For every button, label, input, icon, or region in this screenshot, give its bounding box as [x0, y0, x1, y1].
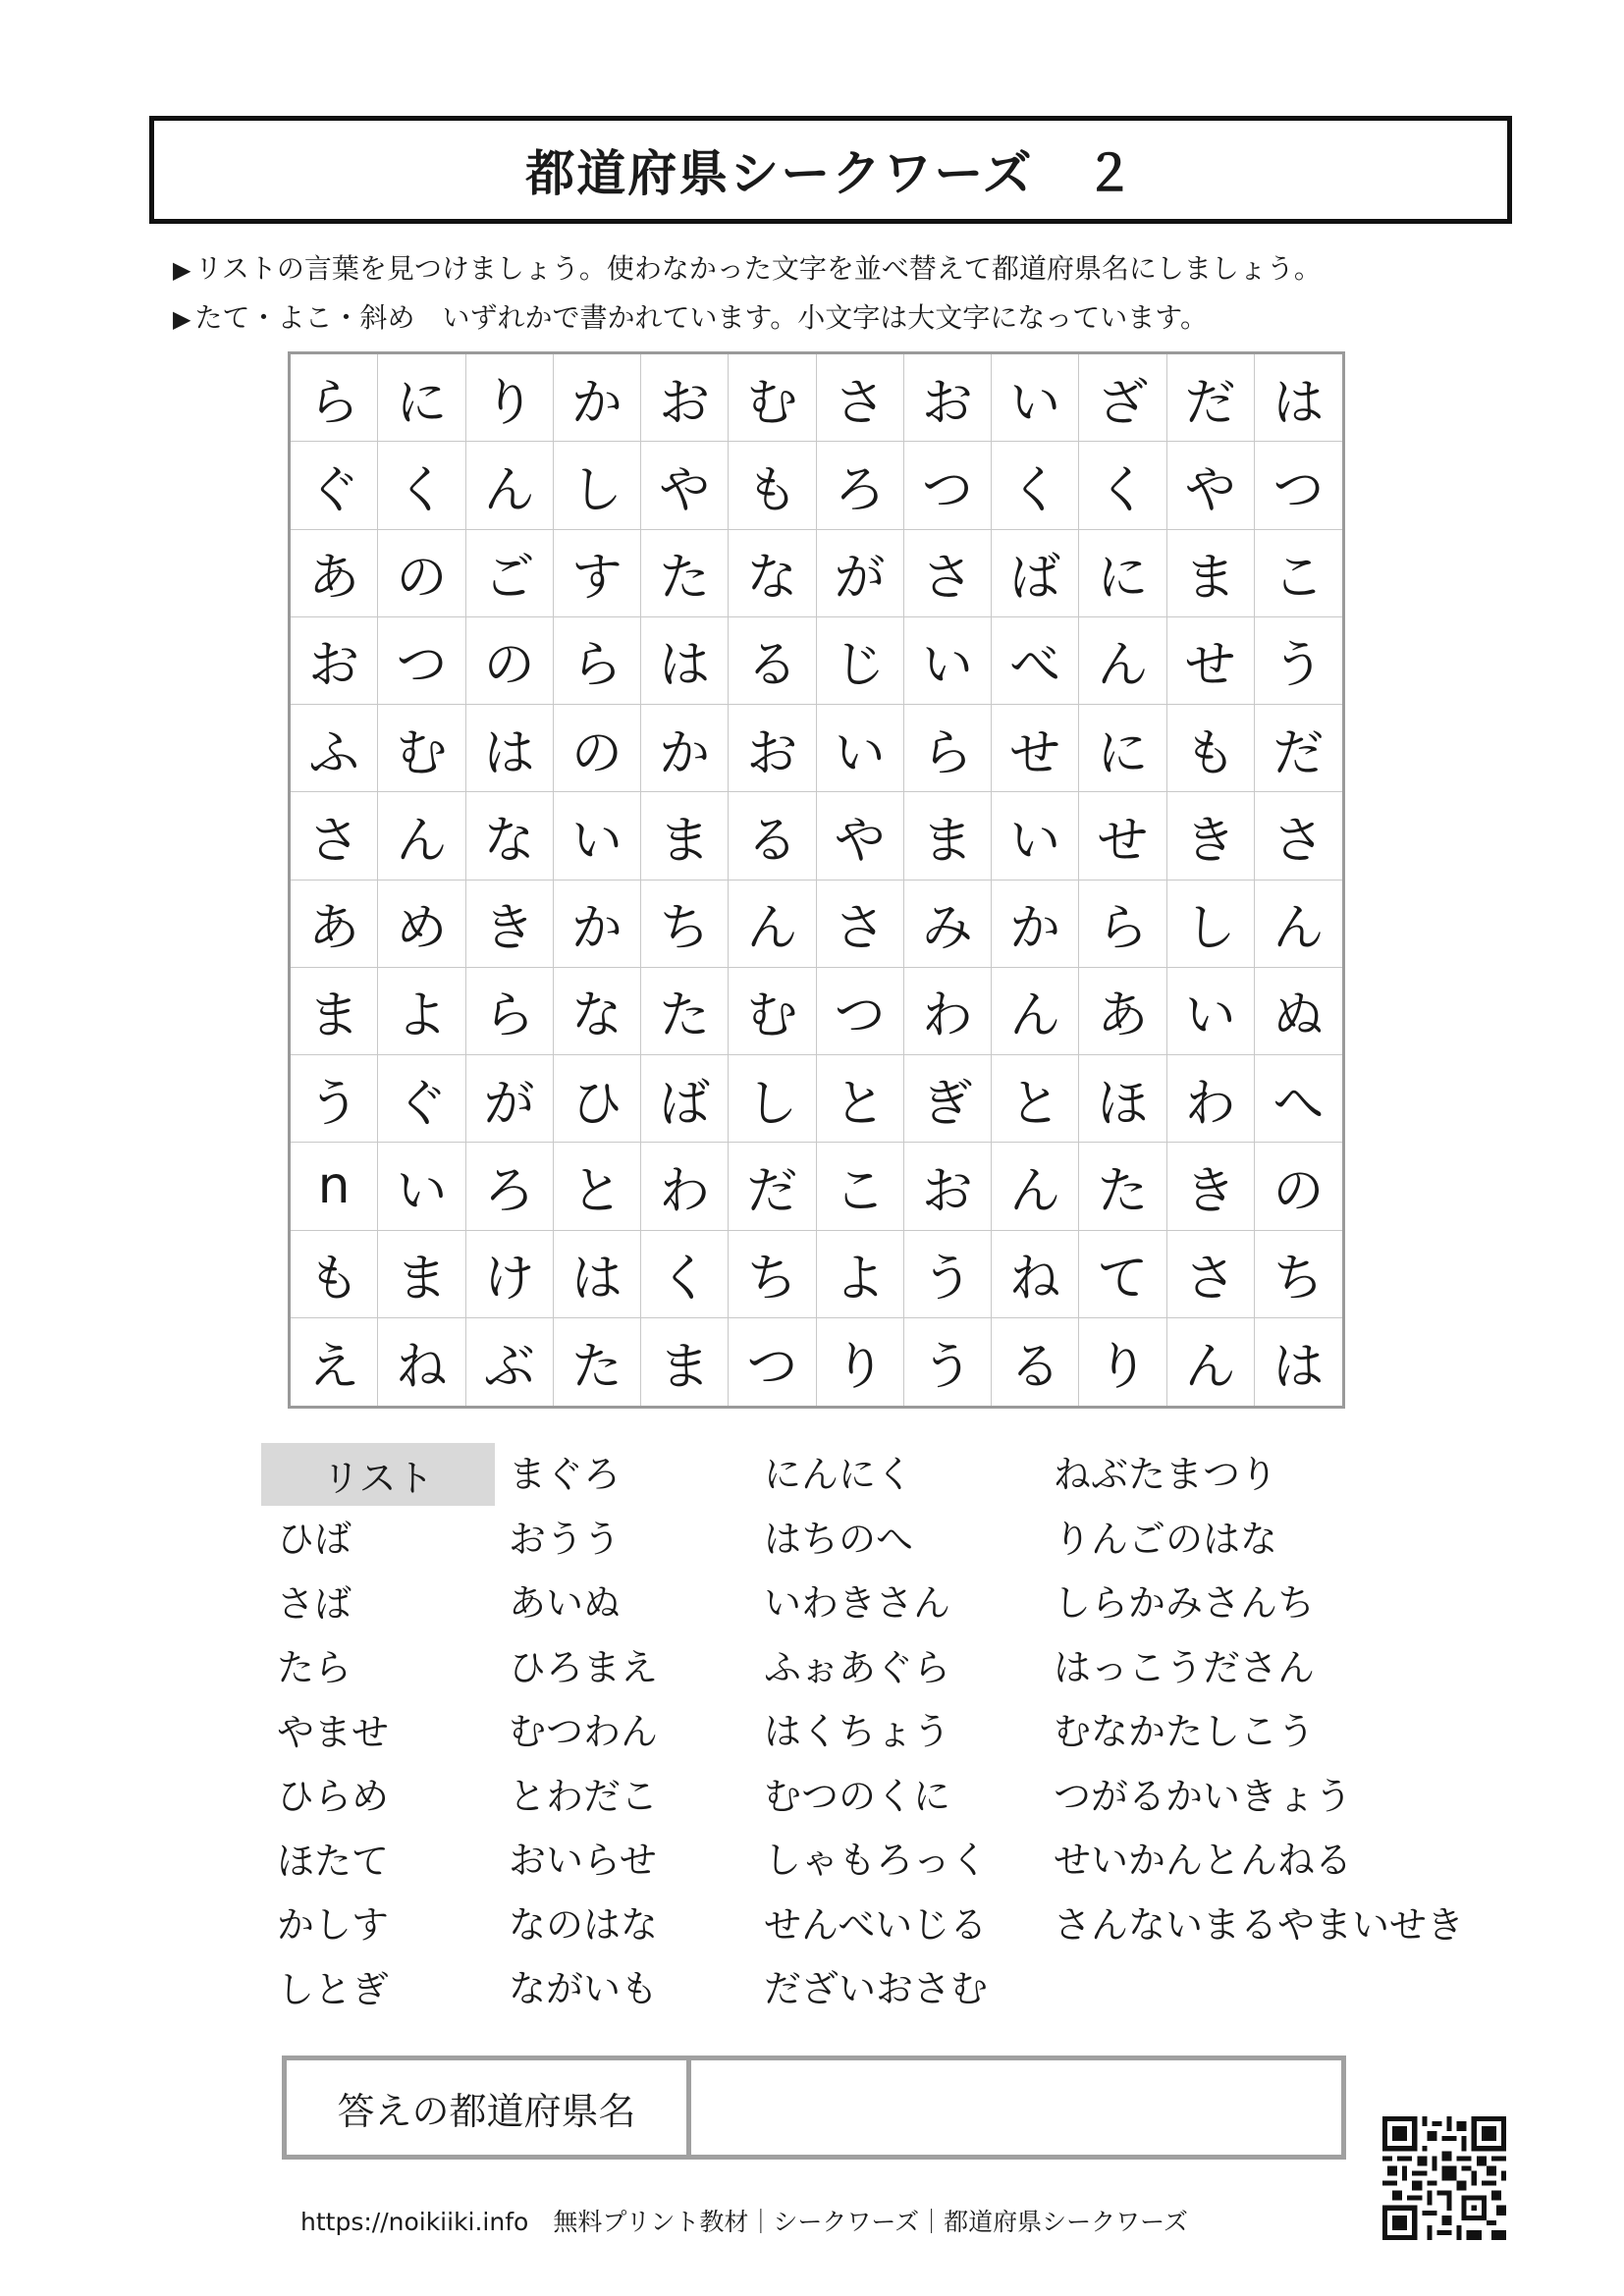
grid-cell[interactable]: と	[554, 1143, 641, 1230]
grid-cell[interactable]: む	[378, 705, 465, 792]
grid-cell[interactable]: し	[1167, 881, 1255, 968]
grid-cell[interactable]: ら	[1079, 881, 1166, 968]
grid-cell[interactable]: ぬ	[1255, 968, 1342, 1055]
grid-cell[interactable]: さ	[817, 354, 904, 442]
footer-text: https://noikiiki.info 無料プリント教材｜シークワーズ｜都道府県シークワーズ	[300, 2208, 1188, 2236]
list-item: さんないまるやまいせき	[1054, 1902, 1465, 1947]
list-item: ひろまえ	[509, 1645, 659, 1689]
grid-cell[interactable]: も	[1167, 705, 1255, 792]
grid-cell[interactable]: の	[554, 705, 641, 792]
list-item: おいらせ	[509, 1839, 657, 1882]
grid-cell[interactable]: せ	[1167, 617, 1255, 705]
list-header: リスト	[261, 1443, 495, 1506]
list-item: ねぶたまつり	[1054, 1453, 1278, 1496]
answer-field[interactable]	[691, 2060, 1341, 2155]
grid-cell[interactable]: み	[904, 881, 992, 968]
grid-cell[interactable]: ち	[641, 881, 729, 968]
list-item: ほたて	[277, 1839, 390, 1883]
qr-code-icon	[1382, 2116, 1506, 2240]
grid-cell[interactable]: ぐ	[378, 1055, 465, 1143]
list-item: おうう	[509, 1517, 622, 1561]
grid-cell[interactable]: た	[1079, 1143, 1166, 1230]
grid-cell[interactable]: ほ	[1079, 1055, 1166, 1143]
list-item: むなかたしこう	[1054, 1710, 1316, 1753]
grid-cell[interactable]: だ	[1167, 354, 1255, 442]
grid-cell[interactable]: は	[1272, 1337, 1325, 1397]
list-item: とわだこ	[509, 1774, 659, 1818]
grid-cell[interactable]: か	[554, 881, 641, 968]
list-column-3	[764, 1443, 988, 2022]
grid-cell[interactable]: り	[817, 1318, 904, 1406]
grid-cell[interactable]: わ	[904, 968, 992, 1055]
list-item: ふぉあぐら	[764, 1645, 951, 1689]
page-title: 都道府県シークワーズ ２	[525, 145, 1136, 202]
list-item: あいぬ	[509, 1581, 622, 1625]
grid-cell[interactable]: や	[1167, 442, 1255, 529]
grid-cell[interactable]: ん	[992, 1143, 1079, 1230]
list-item: むつのくに	[764, 1774, 951, 1818]
grid-cell[interactable]: い	[378, 1143, 465, 1230]
grid-cell[interactable]: く	[1079, 442, 1166, 529]
list-item: ひば	[277, 1518, 352, 1561]
grid-cell[interactable]: い	[904, 617, 992, 705]
grid-cell[interactable]: や	[641, 442, 729, 529]
list-item: しゃもろっく	[764, 1839, 989, 1882]
grid-cell[interactable]: ん	[378, 792, 465, 880]
grid-cell[interactable]: た	[554, 1318, 641, 1406]
grid-cell[interactable]: し	[554, 442, 641, 529]
grid-cell[interactable]: ま	[641, 792, 729, 880]
grid-cell[interactable]: こ	[1255, 530, 1342, 617]
grid-cell[interactable]: い	[554, 792, 641, 880]
list-item: ながいも	[509, 1967, 659, 2010]
grid-cell[interactable]: お	[291, 617, 378, 705]
grid-cell[interactable]: じ	[817, 617, 904, 705]
list-item: しらかみさんち	[1054, 1581, 1316, 1625]
instruction-line-1: ▶ リストの言葉を見つけましょう。使わなかった文字を並べ替えて都道府県名にしましょう。	[173, 252, 1322, 285]
list-item: なのはな	[509, 1902, 659, 1947]
grid-cell[interactable]: な	[554, 968, 641, 1055]
grid-cell[interactable]: ら	[291, 354, 378, 442]
grid-cell[interactable]: お	[904, 1143, 992, 1230]
grid-cell[interactable]: が	[817, 530, 904, 617]
grid-cell[interactable]: き	[1167, 792, 1255, 880]
answer-label: 答えの都道府県名	[287, 2060, 691, 2155]
grid-cell[interactable]: ろ	[817, 442, 904, 529]
list-column-2	[509, 1443, 658, 2022]
grid-cell[interactable]: よ	[378, 968, 465, 1055]
grid-cell[interactable]: こ	[817, 1143, 904, 1230]
grid-cell[interactable]: と	[817, 1055, 904, 1143]
grid-cell[interactable]: や	[817, 792, 904, 880]
grid-cell[interactable]: と	[992, 1055, 1079, 1143]
list-column-1	[277, 1508, 389, 2022]
grid-cell[interactable]: ざ	[1079, 354, 1166, 442]
grid-cell[interactable]: の	[466, 617, 554, 705]
grid-cell[interactable]: は	[554, 1231, 641, 1318]
grid-cell[interactable]: る	[729, 617, 816, 705]
grid-cell[interactable]: く	[641, 1231, 729, 1318]
grid-cell[interactable]: に	[378, 354, 465, 442]
grid-cell[interactable]: n	[291, 1143, 378, 1230]
list-item: はちのへ	[764, 1517, 914, 1561]
grid-cell[interactable]: せ	[1079, 792, 1166, 880]
grid-cell[interactable]: は	[1255, 354, 1342, 442]
grid-cell[interactable]: ん	[992, 968, 1079, 1055]
grid-cell[interactable]: ね	[992, 1231, 1079, 1318]
grid-cell[interactable]: ん	[1079, 617, 1166, 705]
grid-cell[interactable]: き	[1167, 1143, 1255, 1230]
triangle-marker-icon: ▶	[173, 305, 191, 333]
list-item: せいかんとんねる	[1054, 1839, 1353, 1882]
grid-cell[interactable]: ち	[1255, 1231, 1342, 1318]
grid-cell[interactable]: さ	[817, 881, 904, 968]
grid-cell[interactable]: お	[904, 354, 992, 442]
grid-cell[interactable]: ん	[1255, 881, 1342, 968]
grid-cell[interactable]: い	[817, 705, 904, 792]
grid-cell[interactable]: て	[1079, 1231, 1166, 1318]
grid-cell[interactable]: ま	[378, 1231, 465, 1318]
grid-cell[interactable]: わ	[641, 1143, 729, 1230]
list-item: たら	[277, 1646, 352, 1689]
grid-cell[interactable]: ち	[729, 1231, 816, 1318]
grid-cell[interactable]: せ	[992, 705, 1079, 792]
grid-cell[interactable]: に	[1079, 530, 1166, 617]
grid-cell[interactable]: よ	[817, 1231, 904, 1318]
grid-cell[interactable]: ひ	[554, 1055, 641, 1143]
word-search-grid	[288, 351, 1345, 1409]
list-item: せんべいじる	[764, 1902, 988, 1947]
grid-cell[interactable]: め	[378, 881, 465, 968]
grid-cell[interactable]: る	[992, 1318, 1079, 1406]
grid-cell[interactable]: つ	[378, 617, 465, 705]
list-item: ひらめ	[277, 1775, 390, 1818]
grid-cell[interactable]: ん	[729, 881, 816, 968]
grid-cell[interactable]: け	[466, 1231, 554, 1318]
grid-cell[interactable]: は	[466, 705, 554, 792]
grid-cell[interactable]: ら	[554, 617, 641, 705]
grid-cell[interactable]: う	[291, 1055, 378, 1143]
grid-cell[interactable]: う	[904, 1231, 992, 1318]
grid-cell[interactable]: の	[1255, 1143, 1342, 1230]
grid-cell[interactable]: は	[641, 617, 729, 705]
grid-cell[interactable]: う	[904, 1318, 992, 1406]
grid-cell[interactable]: え	[291, 1318, 378, 1406]
grid-cell[interactable]: だ	[729, 1143, 816, 1230]
list-item: つがるかいきょう	[1054, 1774, 1353, 1818]
grid-cell[interactable]: す	[554, 530, 641, 617]
grid-cell[interactable]: く	[992, 442, 1079, 529]
grid-cell[interactable]: む	[729, 968, 816, 1055]
grid-cell[interactable]: な	[729, 530, 816, 617]
list-item: はくちょう	[764, 1710, 951, 1753]
grid-cell[interactable]: く	[378, 442, 465, 529]
grid-cell[interactable]: ぎ	[904, 1055, 992, 1143]
grid-cell[interactable]: あ	[291, 881, 378, 968]
list-item: はっこうださん	[1054, 1645, 1316, 1689]
grid-cell[interactable]: う	[1255, 617, 1342, 705]
list-item: りんごのはな	[1054, 1517, 1278, 1561]
grid-cell[interactable]: ま	[291, 968, 378, 1055]
list-item: むつわん	[509, 1710, 659, 1753]
grid-cell[interactable]: さ	[1167, 1231, 1255, 1318]
grid-cell[interactable]: た	[641, 968, 729, 1055]
list-item: にんにく	[764, 1453, 914, 1496]
list-column-4	[1054, 1443, 1464, 1957]
grid-cell[interactable]: ね	[378, 1318, 465, 1406]
grid-cell[interactable]: ま	[1167, 530, 1255, 617]
grid-cell[interactable]: も	[729, 442, 816, 529]
list-item: さば	[277, 1581, 352, 1626]
grid-cell[interactable]: ま	[904, 792, 992, 880]
grid-cell[interactable]: か	[641, 705, 729, 792]
grid-cell[interactable]: り	[1079, 1318, 1166, 1406]
grid-cell[interactable]: お	[641, 354, 729, 442]
grid-cell[interactable]: い	[1167, 968, 1255, 1055]
list-item: やませ	[277, 1710, 390, 1754]
grid-cell[interactable]: ふ	[291, 705, 378, 792]
grid-cell[interactable]: ん	[466, 442, 554, 529]
grid-cell[interactable]: た	[641, 530, 729, 617]
grid-cell[interactable]: つ	[817, 968, 904, 1055]
grid-cell[interactable]: る	[729, 792, 816, 880]
grid-cell[interactable]: あ	[291, 530, 378, 617]
grid-cell[interactable]: ば	[992, 530, 1079, 617]
answer-box	[282, 2056, 1346, 2160]
grid-cell[interactable]: い	[992, 354, 1079, 442]
grid-cell[interactable]: の	[378, 530, 465, 617]
grid-cell[interactable]: か	[992, 881, 1079, 968]
list-item: かしす	[277, 1903, 390, 1947]
grid-cell[interactable]: ば	[641, 1055, 729, 1143]
grid-cell[interactable]: べ	[992, 617, 1079, 705]
grid-cell[interactable]: む	[729, 354, 816, 442]
grid-cell[interactable]: ぐ	[291, 442, 378, 529]
grid-cell[interactable]: ん	[1167, 1318, 1255, 1406]
grid-cell[interactable]: わ	[1167, 1055, 1255, 1143]
grid-cell[interactable]: ま	[641, 1318, 729, 1406]
grid-cell[interactable]: さ	[1255, 792, 1342, 880]
grid-cell[interactable]: あ	[1079, 968, 1166, 1055]
list-item: まぐろ	[509, 1453, 622, 1496]
grid-cell[interactable]: さ	[904, 530, 992, 617]
instruction-line-2: ▶ たて・よこ・斜め いずれかで書かれています。小文字は大文字になっています。	[173, 301, 1208, 334]
grid-cell[interactable]: な	[466, 792, 554, 880]
grid-cell[interactable]: い	[992, 792, 1079, 880]
triangle-marker-icon: ▶	[173, 256, 191, 284]
grid-cell[interactable]: も	[291, 1231, 378, 1318]
grid-cell[interactable]: し	[729, 1055, 816, 1143]
grid-cell[interactable]: つ	[904, 442, 992, 529]
list-item: しとぎ	[277, 1967, 390, 2011]
list-item: いわきさん	[764, 1581, 951, 1625]
list-item: だざいおさむ	[764, 1967, 989, 2010]
grid-cell[interactable]: き	[466, 881, 554, 968]
grid-cell[interactable]: が	[466, 1055, 554, 1143]
grid-cell[interactable]: ら	[904, 705, 992, 792]
title-box	[149, 116, 1512, 224]
grid-cell[interactable]: ぶ	[466, 1318, 554, 1406]
grid-cell[interactable]: つ	[729, 1318, 816, 1406]
grid-cell[interactable]: か	[554, 354, 641, 442]
grid-cell[interactable]: ら	[466, 968, 554, 1055]
grid-cell[interactable]: だ	[1255, 705, 1342, 792]
grid-cell[interactable]: お	[729, 705, 816, 792]
grid-cell[interactable]: さ	[291, 792, 378, 880]
grid-cell[interactable]: に	[1079, 705, 1166, 792]
grid-cell[interactable]: ろ	[466, 1143, 554, 1230]
grid-cell[interactable]: ご	[466, 530, 554, 617]
grid-cell[interactable]: へ	[1255, 1055, 1342, 1143]
grid-cell[interactable]: つ	[1255, 442, 1342, 529]
grid-cell[interactable]: り	[466, 354, 554, 442]
